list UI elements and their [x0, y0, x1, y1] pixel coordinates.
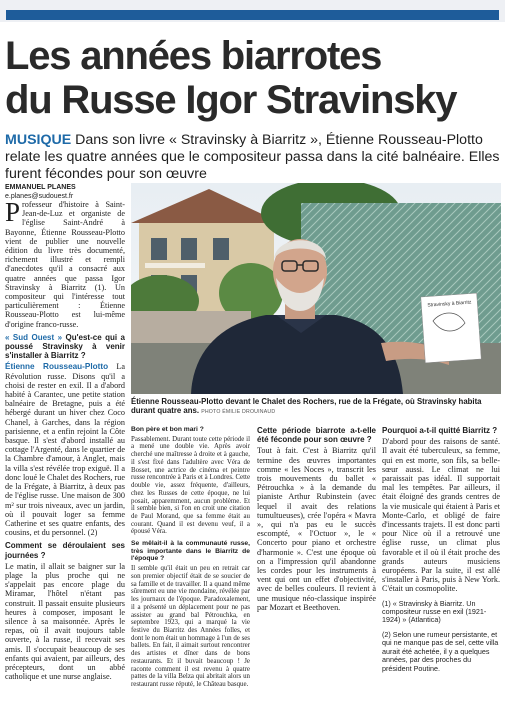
section-kicker: MUSIQUE	[5, 132, 72, 148]
question-2: Comment se déroulaient ses journées ?	[5, 541, 125, 560]
author-name: EMMANUEL PLANES	[5, 184, 76, 191]
footnote-1: (1) « Stravinsky à Biarritz. Un compositeur russe en exil (1921-1924) » (Atlantica)	[382, 598, 487, 625]
question-5: Cette période biarrote a-t-elle été féconde pour son œuvre ?	[257, 426, 376, 445]
article-photo	[131, 183, 501, 394]
headline	[5, 34, 500, 122]
answer-6: D'abord pour des raisons de santé. Il avait été tuberculeux, sa femme, qui en est morte, son fils, sa belle-sœur aussi. Le climat ne lui paraissait pas idéal. Il supportait mal les tempêtes. Par ailleurs, il était éloigné des grands centres de la vie musicale qui étaient à Paris et Monte-Carlo, et obligé de faire d'incessants trajets. Il est donc parti pour Nice où il a retrouvé une église russe, un climat plus favorable et il où il était proche des grands auteurs musiciens européens. Par la suite, il est allé s'installer à Paris, puis à New York. C'était un cosmopolite.	[382, 437, 500, 594]
top-banner	[0, 0, 505, 22]
column-1	[5, 197, 125, 683]
headline-line-1: Les années biarrotes	[5, 34, 382, 78]
column-3	[257, 426, 376, 614]
interviewee-name: Étienne Rousseau-Plotto	[5, 362, 109, 372]
answer-2: Le matin, il allait se baigner sur la plage la plus proche qui ne s'appelait pas encore plage du Miramar, l'hôtel n'étant pas construit. Il passait ensuite plusieurs heures à composer, imposant le silence à sa maisonnée. Après le repas, où il avait toujours table ouverte, à la russe, il recevait ses amis. Il s'occupait beaucoup de ses enfants qui avaient, par ailleurs, des précepteurs, dont un abbé catholique et une nurse anglaise.	[5, 561, 125, 682]
question-4: Se mêlait-il à la communauté russe, très importante dans le Biarritz de l'époque ?	[131, 540, 250, 563]
standfirst	[5, 132, 500, 183]
question-6: Pourquoi a-t-il quitté Biarritz ?	[382, 426, 498, 435]
question-3: Bon père et bon mari ?	[131, 426, 204, 433]
footnote-2: (2) Selon une rumeur persistante, et qui ne manque pas de sel, cette villa aurait été achetée, il y a quelques années, par des proches du président Poutine.	[382, 629, 499, 673]
section-color-band	[6, 10, 499, 20]
column-4	[382, 426, 500, 675]
photo-credit: PHOTO ÉMILIE DROUINAUD	[201, 409, 276, 416]
book-cover	[421, 293, 481, 363]
caption-text: Étienne Rousseau-Plotto devant le Chalet des Rochers, rue de la Frégate, où Stravinsky habita durant quatre ans.	[131, 397, 482, 416]
column-2	[131, 426, 250, 691]
photo-caption	[131, 397, 501, 418]
standfirst-text: Dans son livre « Stravinsky à Biarritz », Étienne Rousseau-Plotto relate les quatre années que le compositeur passa dans la cité balnéaire. Elles furent fécondes pour son œuvre	[5, 132, 500, 182]
answer-4: Il semble qu'il était un peu en retrait car son premier objectif était de se soucier de sa famille et de travailler. Il a quand même sûrement eu une vie mondaine, révélée par les journaux de l'époque. Paradoxalement, il a présenté un déplacement pour ne pas assister au grand bal Pétrouchka, en septembre 1923, qui a marqué la vie festive du Biarritz des Années folles, et dont le nom était un hommage à l'un de ses ballets. En fait, il aimait surtout rencontrer des artistes et dîner dans de bons restaurants. Et il buvait beaucoup ! Je raconte comment il est revenu à quatre pattes de la villa Belza qui abritait alors un restaurant russe réputé, le Château basque.	[131, 565, 250, 689]
intro-paragraph: Professeur d'histoire à Saint-Jean-de-Luz et organiste de l'église Saint-André à Bayonne, Étienne Rousseau-Plotto vient de publier une nouvelle édition du livre très documenté, richement illustré et rempli d'anecdotes qu'il a consacré aux quatre années que passa Igor Stravinsky à Biarritz (1). Un compositeur qui l'intéresse tout particulièrement : Étienne Rousseau-Plotto est lui-même d'origine franco-russe.	[5, 197, 125, 329]
headline-line-2: du Russe Igor Stravinsky	[5, 78, 457, 122]
book-cover-title: Stravinsky à Biarritz	[427, 299, 472, 309]
author-email[interactable]: e.planes@sudouest.fr	[5, 193, 74, 200]
answer-3: Passablement. Durant toute cette période il a mené une double vie. Après avoir cherché une maîtresse à droite et à gauche, il s'est fixé dans l'adultère avec Véra de Bosset, une actrice de cinéma et peintre russe rencontrée à Paris et à Londres. Cette double vie, assez fréquente, d'ailleurs, chez les Russes de cette époque, ne lui posait, apparemment, aucun problème. Et il semble bien, si l'on en croit une citation de Paul Morand, que sa femme était au courant. Quand il est devenu veuf, il a épousé Véra.	[131, 435, 251, 536]
drop-cap: P	[5, 197, 21, 227]
answer-1: Étienne Rousseau-Plotto La Révolution russe. Disons qu'il a choisi de rester en exil. Il a d'abord habité à Carantec, une petite station balnéaire de Bretagne, puis a été hébergé durant un hiver chez Coco Chanel, à Garches, dans la région parisienne, et a enfin rejoint la Côte basque. Il s'est d'abord installé au cottage l'Argenté, dans le quartier de la Chambre d'amour, à Anglet, mais la villa s'est révélée trop exiguë. Il a donc loué le Chalet des Rochers, rue de la Frégate, à Biarritz, à deux pas de l'église russe. Une maison de 300 m² sur trois niveaux, avec un jardin, où il pouvait loger sa femme Catherine et ses quatre enfants, des cousins, et du personnel. (2)	[5, 362, 125, 538]
answer-5: Tout à fait. C'est à Biarritz qu'il termine des œuvres importantes comme « les Noces », transcrit les trois mouvements du ballet « Pétrouchka » à la demande du pianiste Arthur Rubinstein (avec lequel il avait des relations tumultueuses), crée l'opéra « Mavra », qui n'a pas eu le succès escompté, « l'Octuor », le « Concerto pour piano et orchestre d'harmonie ». C'est une époque où on a l'impression qu'il abandonne les cordes pour les instruments à vent qui ont un effet d'objectivité, avec de belles couleurs. Il revient à une musique néo-classique inspirée par Mozart et Beethoven.	[257, 446, 376, 612]
question-1: « Sud Ouest » Qu'est-ce qui a poussé Stravinsky à venir s'installer à Biarritz ?	[5, 332, 125, 361]
